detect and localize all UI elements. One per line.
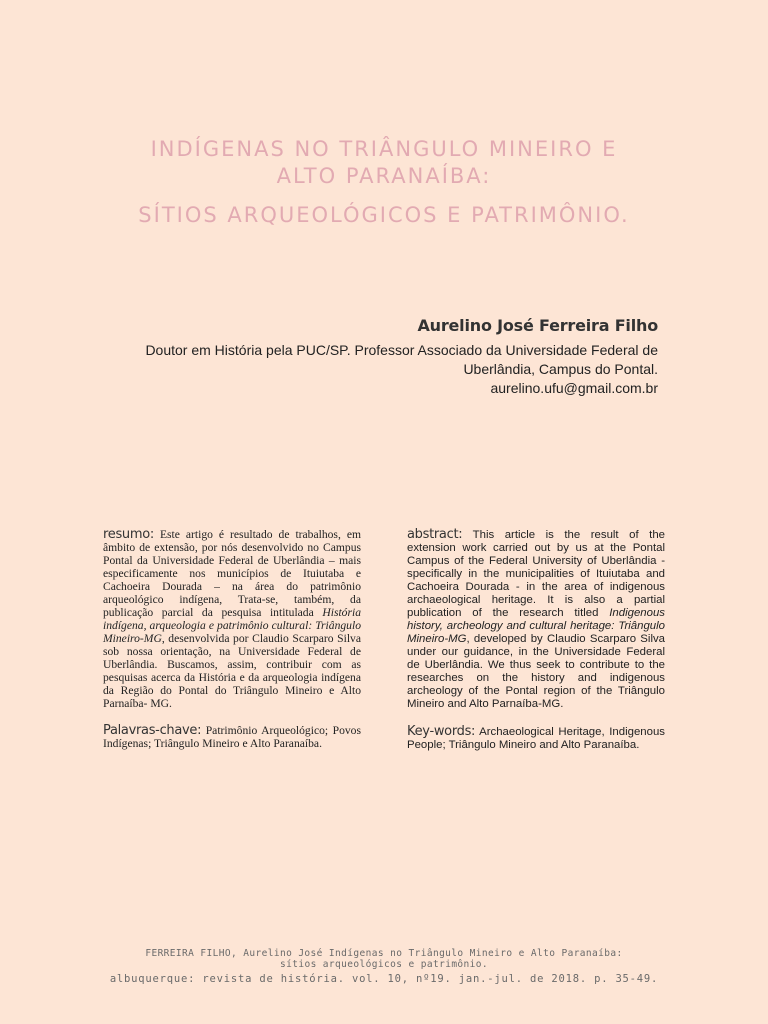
author-affiliation-line-1: Doutor em História pela PUC/SP. Professor Associado da Universidade Federal de	[145, 342, 658, 358]
resumo-text-italic: História indígena, arqueologia e patrimônio cultural: Triângulo Mineiro-MG	[103, 606, 361, 645]
resumo-text-1: Este artigo é resultado de trabalhos, em âmbito de extensão, por nós desenvolvido no Campus Pontal da Universidade Federal de Uberlândia – mais especificamente nos municípios de Ituiutaba e Cachoeira Dourada – na área do patrimônio arqueológico indígena, Trata-se, também, da publicação parcial da pesquisa intitulada	[103, 528, 361, 619]
author-affiliation	[98, 341, 658, 398]
abstract-keywords	[407, 725, 665, 752]
resumo-text-2: , desenvolvida por Claudio Scarparo Silva sob nossa orientação, na Universidade Federal de Uberlândia. Buscamos, assim, contribuir com as pesquisas acerca da História e da arqueologia indígena da Região do Pontal do Triângulo Mineiro e Alto Parnaíba- MG.	[103, 632, 361, 710]
abstract-text-italic: Indigenous history, archeology and cultural heritage: Triângulo Mineiro-MG	[407, 607, 665, 645]
author-block	[98, 316, 658, 398]
author-affiliation-line-2: Uberlândia, Campus do Pontal.	[463, 361, 658, 377]
resumo-paragraph	[103, 528, 361, 710]
title-line-1: INDÍGENAS NO TRIÂNGULO MINEIRO E	[150, 137, 618, 161]
abstract-keywords-text: Archaeological Heritage, Indigenous People; Triângulo Mineiro and Alto Paranaíba.	[407, 726, 665, 751]
resumo-keywords	[103, 724, 361, 750]
abstract-label: abstract:	[407, 527, 463, 542]
author-email: aurelino.ufu@gmail.com.br	[490, 380, 658, 396]
abstract-paragraph	[407, 528, 665, 711]
author-name: Aurelino José Ferreira Filho	[417, 316, 658, 335]
footer-citation-line-1: FERREIRA FILHO, Aurelino José Indígenas no Triângulo Mineiro e Alto Paranaíba: sítios arqueológicos e patrimônio.	[145, 948, 623, 970]
resumo-keywords-text: Patrimônio Arqueológico; Povos Indígenas; Triângulo Mineiro e Alto Paranaíba.	[103, 724, 361, 750]
abstract-column	[407, 528, 665, 766]
title-line-3: SÍTIOS ARQUEOLÓGICOS E PATRIMÔNIO.	[138, 203, 630, 227]
article-title	[0, 136, 768, 229]
abstract-keywords-label: Key-words:	[407, 724, 476, 739]
abstract-text-2: , developed by Claudio Scarparo Silva under our guidance, in the Universidade Federal de Uberlândia. We thus seek to contribute to the researches on the history and indigenous archeology of the Pontal region of the Triângulo Mineiro and Alto Parnaíba-MG.	[407, 633, 665, 710]
abstract-text-1: This article is the result of the extension work carried out by us at the Pontal Campus of the Federal University of Uberlândia - specifically in the municipalities of Ituiutaba and Cachoeira Dourada - in the area of indigenous archaeological heritage. It is also a partial publication of the research titled	[407, 529, 665, 619]
resumo-label: resumo:	[103, 527, 154, 542]
resumo-column	[103, 528, 361, 764]
footer-citation-line-2: albuquerque: revista de história. vol. 10, nº19. jan.-jul. de 2018. p. 35-49.	[109, 973, 659, 985]
citation-footer	[0, 948, 768, 985]
resumo-keywords-label: Palavras-chave:	[103, 723, 202, 738]
title-line-2: ALTO PARANAÍBA:	[276, 164, 492, 188]
